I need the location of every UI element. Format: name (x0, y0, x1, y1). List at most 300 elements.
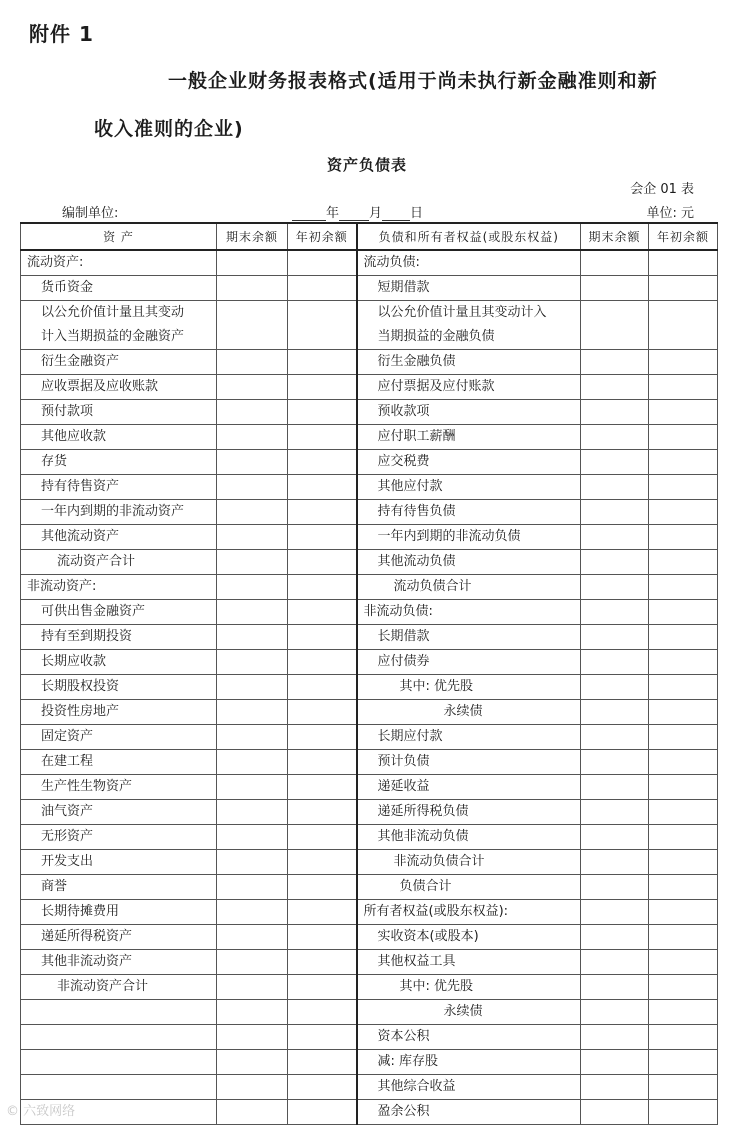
liability-beginning-balance-cell[interactable] (649, 301, 718, 350)
liability-item-label (357, 276, 581, 301)
liability-beginning-balance-cell[interactable] (649, 500, 718, 525)
liability-item-label-text: 减: 库存股 (377, 1054, 439, 1069)
liability-item-label (357, 1025, 581, 1050)
asset-item-label-text: 其他流动资产 (41, 529, 120, 544)
asset-beginning-balance-cell[interactable] (288, 375, 357, 400)
liability-item-label (357, 450, 581, 475)
liability-beginning-balance-cell[interactable] (649, 600, 718, 625)
liability-item-label-text: 其中: 优先股 (399, 979, 474, 994)
liability-beginning-balance-cell[interactable] (649, 1100, 718, 1125)
unit-label: 单位: 元 (646, 206, 694, 221)
table-row (21, 450, 718, 475)
liability-item-label (357, 500, 581, 525)
liability-ending-balance-cell[interactable] (581, 975, 649, 1000)
asset-ending-balance-cell[interactable] (217, 1050, 288, 1075)
asset-ending-balance-cell[interactable] (217, 475, 288, 500)
liability-item-label (357, 1075, 581, 1100)
year-label: 年 (326, 206, 340, 221)
liability-beginning-balance-cell[interactable] (649, 975, 718, 1000)
liability-ending-balance-cell[interactable] (581, 425, 649, 450)
asset-beginning-balance-cell[interactable] (288, 1025, 357, 1050)
asset-item-label (21, 800, 217, 825)
asset-item-label-text: 递延所得税资产 (41, 929, 133, 944)
asset-beginning-balance-cell[interactable] (288, 425, 357, 450)
asset-ending-balance-cell[interactable] (217, 350, 288, 375)
asset-ending-balance-cell[interactable] (217, 1075, 288, 1100)
liability-item-label-text: 应交税费 (377, 454, 430, 469)
liability-beginning-balance-cell[interactable] (649, 1025, 718, 1050)
asset-item-label-text: 固定资产 (41, 729, 94, 744)
asset-beginning-balance-cell[interactable] (288, 675, 357, 700)
liability-ending-balance-cell[interactable] (581, 600, 649, 625)
liability-beginning-balance-cell[interactable] (649, 775, 718, 800)
liability-item-label (357, 375, 581, 400)
asset-ending-balance-cell[interactable] (217, 1025, 288, 1050)
asset-item-label (21, 575, 217, 600)
asset-beginning-balance-cell[interactable] (288, 750, 357, 775)
asset-ending-balance-cell[interactable] (217, 725, 288, 750)
liability-beginning-balance-cell[interactable] (649, 650, 718, 675)
asset-beginning-balance-cell[interactable] (288, 725, 357, 750)
asset-ending-balance-cell[interactable] (217, 250, 288, 276)
asset-item-label (21, 700, 217, 725)
liability-beginning-balance-cell[interactable] (649, 450, 718, 475)
asset-ending-balance-cell[interactable] (217, 1000, 288, 1025)
col-header-liab-ending: 期末余额 (581, 223, 649, 250)
liability-ending-balance-cell[interactable] (581, 650, 649, 675)
asset-item-label (21, 1050, 217, 1075)
asset-beginning-balance-cell[interactable] (288, 350, 357, 375)
liability-ending-balance-cell[interactable] (581, 775, 649, 800)
liability-beginning-balance-cell[interactable] (649, 525, 718, 550)
liability-beginning-balance-cell[interactable] (649, 625, 718, 650)
table-row (21, 600, 718, 625)
table-row (21, 625, 718, 650)
table-row (21, 925, 718, 950)
liability-ending-balance-cell[interactable] (581, 1000, 649, 1025)
asset-item-label (21, 975, 217, 1000)
table-row (21, 750, 718, 775)
asset-item-label-text: 应收票据及应收账款 (41, 379, 159, 394)
table-row (21, 250, 718, 276)
liability-beginning-balance-cell[interactable] (649, 700, 718, 725)
table-row (21, 975, 718, 1000)
asset-beginning-balance-cell[interactable] (288, 450, 357, 475)
liability-item-label (357, 675, 581, 700)
asset-ending-balance-cell[interactable] (217, 975, 288, 1000)
asset-beginning-balance-cell[interactable] (288, 950, 357, 975)
table-row (21, 475, 718, 500)
col-header-assets-beginning: 年初余额 (288, 223, 357, 250)
asset-ending-balance-cell[interactable] (217, 675, 288, 700)
asset-item-label (21, 650, 217, 675)
asset-item-label (21, 550, 217, 575)
liability-ending-balance-cell[interactable] (581, 375, 649, 400)
asset-ending-balance-cell[interactable] (217, 625, 288, 650)
asset-item-label-text: 衍生金融资产 (41, 354, 120, 369)
day-blank (382, 206, 410, 221)
liability-ending-balance-cell[interactable] (581, 800, 649, 825)
liability-item-label-text: 永续债 (443, 1004, 483, 1019)
asset-beginning-balance-cell[interactable] (288, 1100, 357, 1125)
day-label: 日 (410, 206, 424, 221)
liability-beginning-balance-cell[interactable] (649, 750, 718, 775)
liability-item-label (357, 800, 581, 825)
liability-item-label (357, 750, 581, 775)
liability-beginning-balance-cell[interactable] (649, 875, 718, 900)
asset-item-label-text (27, 1054, 41, 1069)
liability-ending-balance-cell[interactable] (581, 950, 649, 975)
liability-beginning-balance-cell[interactable] (649, 400, 718, 425)
table-row (21, 675, 718, 700)
liability-item-label-text: 永续债 (443, 704, 483, 719)
asset-item-label-text: 无形资产 (41, 829, 94, 844)
liability-item-label-text: 其他权益工具 (377, 954, 456, 969)
liability-item-label (357, 425, 581, 450)
liability-ending-balance-cell[interactable] (581, 825, 649, 850)
liability-item-label-text: 应付票据及应付账款 (377, 379, 495, 394)
liability-item-label-text: 非流动负债合计 (393, 854, 485, 869)
liability-item-label-text: 负债合计 (399, 879, 452, 894)
annex-label: 附件 1 (29, 22, 94, 46)
asset-beginning-balance-cell[interactable] (288, 250, 357, 276)
liability-ending-balance-cell[interactable] (581, 700, 649, 725)
asset-beginning-balance-cell[interactable] (288, 1075, 357, 1100)
asset-beginning-balance-cell[interactable] (288, 500, 357, 525)
asset-ending-balance-cell[interactable] (217, 575, 288, 600)
asset-item-label (21, 925, 217, 950)
liability-ending-balance-cell[interactable] (581, 575, 649, 600)
liability-beginning-balance-cell[interactable] (649, 425, 718, 450)
table-row (21, 875, 718, 900)
table-row (21, 350, 718, 375)
asset-beginning-balance-cell[interactable] (288, 600, 357, 625)
liability-item-label-text: 应付债券 (377, 654, 430, 669)
asset-item-label (21, 425, 217, 450)
asset-item-label-text: 持有至到期投资 (41, 629, 133, 644)
asset-beginning-balance-cell[interactable] (288, 850, 357, 875)
asset-ending-balance-cell[interactable] (217, 500, 288, 525)
asset-item-label (21, 400, 217, 425)
balance-sheet-table (20, 222, 718, 1125)
liability-beginning-balance-cell[interactable] (649, 800, 718, 825)
asset-item-label (21, 950, 217, 975)
liability-item-label (357, 350, 581, 375)
liability-ending-balance-cell[interactable] (581, 675, 649, 700)
liability-item-label (357, 625, 581, 650)
liability-ending-balance-cell[interactable] (581, 750, 649, 775)
asset-beginning-balance-cell[interactable] (288, 475, 357, 500)
asset-item-label (21, 900, 217, 925)
asset-beginning-balance-cell[interactable] (288, 700, 357, 725)
liability-item-label (357, 1100, 581, 1125)
liability-item-label-text: 衍生金融负债 (377, 354, 456, 369)
liability-item-label (357, 875, 581, 900)
liability-item-label-text: 递延所得税负债 (377, 804, 469, 819)
liability-item-label-text: 非流动负债: (363, 604, 433, 619)
table-row (21, 1050, 718, 1075)
table-row (21, 825, 718, 850)
liability-item-label (357, 600, 581, 625)
document-title-line2: 收入准则的企业) (94, 118, 244, 140)
asset-item-label-text: 货币资金 (41, 280, 94, 295)
statement-title: 资产负债表 (326, 156, 407, 174)
liability-ending-balance-cell[interactable] (581, 350, 649, 375)
table-row (21, 575, 718, 600)
asset-ending-balance-cell[interactable] (217, 1100, 288, 1125)
liability-item-label-text: 预计负债 (377, 754, 430, 769)
table-row (21, 500, 718, 525)
table-row (21, 1000, 718, 1025)
asset-ending-balance-cell[interactable] (217, 925, 288, 950)
asset-item-label-text: 油气资产 (41, 804, 94, 819)
liability-beginning-balance-cell[interactable] (649, 276, 718, 301)
asset-item-label-text: 持有待售资产 (41, 479, 120, 494)
asset-beginning-balance-cell[interactable] (288, 575, 357, 600)
liability-ending-balance-cell[interactable] (581, 475, 649, 500)
asset-ending-balance-cell[interactable] (217, 850, 288, 875)
liability-beginning-balance-cell[interactable] (649, 575, 718, 600)
liability-item-label (357, 725, 581, 750)
liability-beginning-balance-cell[interactable] (649, 1075, 718, 1100)
asset-item-label-text: 在建工程 (41, 754, 94, 769)
asset-item-label-text: 非流动资产: (27, 579, 97, 594)
asset-beginning-balance-cell[interactable] (288, 625, 357, 650)
asset-beginning-balance-cell[interactable] (288, 800, 357, 825)
asset-item-label-text: 预付款项 (41, 404, 94, 419)
liability-item-label-text: 短期借款 (377, 280, 430, 295)
asset-ending-balance-cell[interactable] (217, 600, 288, 625)
liability-item-label-text: 流动负债: (363, 255, 420, 270)
liability-beginning-balance-cell[interactable] (649, 950, 718, 975)
liability-item-label (357, 1000, 581, 1025)
liability-beginning-balance-cell[interactable] (649, 825, 718, 850)
liability-ending-balance-cell[interactable] (581, 500, 649, 525)
liability-beginning-balance-cell[interactable] (649, 250, 718, 276)
liability-item-label-text: 预收款项 (377, 404, 430, 419)
asset-item-label-text: 其他应收款 (41, 429, 107, 444)
liability-item-label-text: 以公允价值计量且其变动计入 (377, 305, 547, 320)
asset-item-label (21, 775, 217, 800)
liability-item-label-text: 其他应付款 (377, 479, 443, 494)
liability-beginning-balance-cell[interactable] (649, 1000, 718, 1025)
col-header-liab-beginning: 年初余额 (649, 223, 718, 250)
asset-beginning-balance-cell[interactable] (288, 975, 357, 1000)
liability-item-label-text: 实收资本(或股本) (377, 929, 479, 944)
meta-line (0, 202, 734, 222)
liability-beginning-balance-cell[interactable] (649, 850, 718, 875)
liability-item-label (357, 850, 581, 875)
asset-item-label-text: 开发支出 (41, 854, 94, 869)
liability-item-label (357, 900, 581, 925)
liability-item-label (357, 650, 581, 675)
asset-item-label-text: 非流动资产合计 (57, 979, 149, 994)
liability-item-label-text: 其他综合收益 (377, 1079, 456, 1094)
form-number: 会企 01 表 (630, 182, 694, 197)
table-row (21, 1025, 718, 1050)
asset-beginning-balance-cell[interactable] (288, 525, 357, 550)
date-field (292, 202, 423, 221)
liability-beginning-balance-cell[interactable] (649, 900, 718, 925)
liability-ending-balance-cell[interactable] (581, 250, 649, 276)
asset-beginning-balance-cell[interactable] (288, 900, 357, 925)
liability-item-label (357, 301, 581, 350)
asset-ending-balance-cell[interactable] (217, 750, 288, 775)
liability-ending-balance-cell[interactable] (581, 1100, 649, 1125)
liability-beginning-balance-cell[interactable] (649, 1050, 718, 1075)
asset-beginning-balance-cell[interactable] (288, 1000, 357, 1025)
liability-ending-balance-cell[interactable] (581, 625, 649, 650)
liability-item-label (357, 925, 581, 950)
table-row (21, 400, 718, 425)
liability-ending-balance-cell[interactable] (581, 925, 649, 950)
table-row (21, 276, 718, 301)
table-row (21, 1100, 718, 1125)
asset-item-label-text: 投资性房地产 (41, 704, 120, 719)
asset-item-label (21, 450, 217, 475)
liability-ending-balance-cell[interactable] (581, 525, 649, 550)
asset-item-label (21, 350, 217, 375)
table-body (21, 250, 718, 1125)
liability-ending-balance-cell[interactable] (581, 1050, 649, 1075)
asset-beginning-balance-cell[interactable] (288, 550, 357, 575)
asset-item-label (21, 375, 217, 400)
asset-beginning-balance-cell[interactable] (288, 650, 357, 675)
table-row (21, 850, 718, 875)
asset-beginning-balance-cell[interactable] (288, 925, 357, 950)
asset-ending-balance-cell[interactable] (217, 800, 288, 825)
asset-beginning-balance-cell[interactable] (288, 400, 357, 425)
table-row (21, 725, 718, 750)
table-row (21, 375, 718, 400)
asset-item-label-text: 以公允价值计量且其变动 (41, 305, 185, 320)
table-row (21, 525, 718, 550)
liability-item-label (357, 775, 581, 800)
table-row (21, 775, 718, 800)
asset-item-label (21, 525, 217, 550)
liability-ending-balance-cell[interactable] (581, 301, 649, 350)
asset-ending-balance-cell[interactable] (217, 400, 288, 425)
liability-ending-balance-cell[interactable] (581, 276, 649, 301)
asset-ending-balance-cell[interactable] (217, 650, 288, 675)
liability-ending-balance-cell[interactable] (581, 850, 649, 875)
asset-ending-balance-cell[interactable] (217, 375, 288, 400)
liability-item-label-text-line2: 当期损益的金融负债 (377, 329, 495, 344)
asset-ending-balance-cell[interactable] (217, 276, 288, 301)
liability-beginning-balance-cell[interactable] (649, 925, 718, 950)
liability-item-label (357, 475, 581, 500)
liability-item-label-text: 其中: 优先股 (399, 679, 474, 694)
asset-item-label-text: 商誉 (41, 879, 68, 894)
liability-item-label-text: 其他非流动负债 (377, 829, 469, 844)
liability-item-label (357, 975, 581, 1000)
liability-ending-balance-cell[interactable] (581, 725, 649, 750)
asset-item-label-text (27, 1029, 41, 1044)
liability-beginning-balance-cell[interactable] (649, 550, 718, 575)
liability-ending-balance-cell[interactable] (581, 550, 649, 575)
asset-item-label (21, 875, 217, 900)
asset-item-label (21, 1000, 217, 1025)
liability-ending-balance-cell[interactable] (581, 450, 649, 475)
liability-beginning-balance-cell[interactable] (649, 475, 718, 500)
asset-item-label (21, 750, 217, 775)
asset-item-label-text: 长期股权投资 (41, 679, 120, 694)
asset-beginning-balance-cell[interactable] (288, 1050, 357, 1075)
asset-item-label-text: 流动资产合计 (57, 554, 136, 569)
asset-item-label-text: 长期待摊费用 (41, 904, 120, 919)
asset-ending-balance-cell[interactable] (217, 775, 288, 800)
table-row (21, 650, 718, 675)
asset-ending-balance-cell[interactable] (217, 550, 288, 575)
table-row (21, 1075, 718, 1100)
asset-item-label-text: 流动资产: (27, 255, 84, 270)
asset-beginning-balance-cell[interactable] (288, 301, 357, 350)
asset-item-label-text-line2: 计入当期损益的金融资产 (41, 329, 185, 344)
liability-item-label-text: 盈余公积 (377, 1104, 430, 1119)
asset-beginning-balance-cell[interactable] (288, 875, 357, 900)
asset-item-label-text: 可供出售金融资产 (41, 604, 146, 619)
liability-ending-balance-cell[interactable] (581, 1075, 649, 1100)
col-header-liabilities-equity: 负债和所有者权益(或股东权益) (357, 223, 581, 250)
asset-ending-balance-cell[interactable] (217, 301, 288, 350)
liability-item-label (357, 700, 581, 725)
table-row (21, 700, 718, 725)
asset-item-label-text: 其他非流动资产 (41, 954, 133, 969)
asset-ending-balance-cell[interactable] (217, 950, 288, 975)
liability-ending-balance-cell[interactable] (581, 875, 649, 900)
liability-item-label-text: 所有者权益(或股东权益): (363, 904, 509, 919)
asset-item-label (21, 1025, 217, 1050)
liability-ending-balance-cell[interactable] (581, 900, 649, 925)
asset-ending-balance-cell[interactable] (217, 425, 288, 450)
asset-ending-balance-cell[interactable] (217, 875, 288, 900)
asset-item-label-text (27, 1004, 41, 1019)
asset-beginning-balance-cell[interactable] (288, 276, 357, 301)
liability-beginning-balance-cell[interactable] (649, 375, 718, 400)
liability-item-label (357, 825, 581, 850)
asset-ending-balance-cell[interactable] (217, 900, 288, 925)
asset-ending-balance-cell[interactable] (217, 525, 288, 550)
table-header-row (21, 223, 718, 250)
liability-ending-balance-cell[interactable] (581, 1025, 649, 1050)
asset-item-label (21, 475, 217, 500)
table-row (21, 800, 718, 825)
liability-item-label-text: 其他流动负债 (377, 554, 456, 569)
asset-ending-balance-cell[interactable] (217, 825, 288, 850)
liability-item-label-text: 应付职工薪酬 (377, 429, 456, 444)
month-label: 月 (369, 206, 383, 221)
asset-ending-balance-cell[interactable] (217, 700, 288, 725)
liability-beginning-balance-cell[interactable] (649, 350, 718, 375)
watermark-logo: © 六致网络 (6, 1104, 76, 1119)
asset-item-label-text: 一年内到期的非流动资产 (41, 504, 185, 519)
table-row (21, 425, 718, 450)
asset-ending-balance-cell[interactable] (217, 450, 288, 475)
asset-beginning-balance-cell[interactable] (288, 775, 357, 800)
asset-beginning-balance-cell[interactable] (288, 825, 357, 850)
asset-item-label (21, 625, 217, 650)
col-header-assets-ending: 期末余额 (217, 223, 288, 250)
liability-beginning-balance-cell[interactable] (649, 675, 718, 700)
asset-item-label (21, 600, 217, 625)
asset-item-label (21, 276, 217, 301)
asset-item-label-text: 存货 (41, 454, 68, 469)
col-header-assets: 资 产 (21, 223, 217, 250)
liability-item-label-text: 长期应付款 (377, 729, 443, 744)
liability-beginning-balance-cell[interactable] (649, 725, 718, 750)
table-row (21, 301, 718, 350)
liability-ending-balance-cell[interactable] (581, 400, 649, 425)
